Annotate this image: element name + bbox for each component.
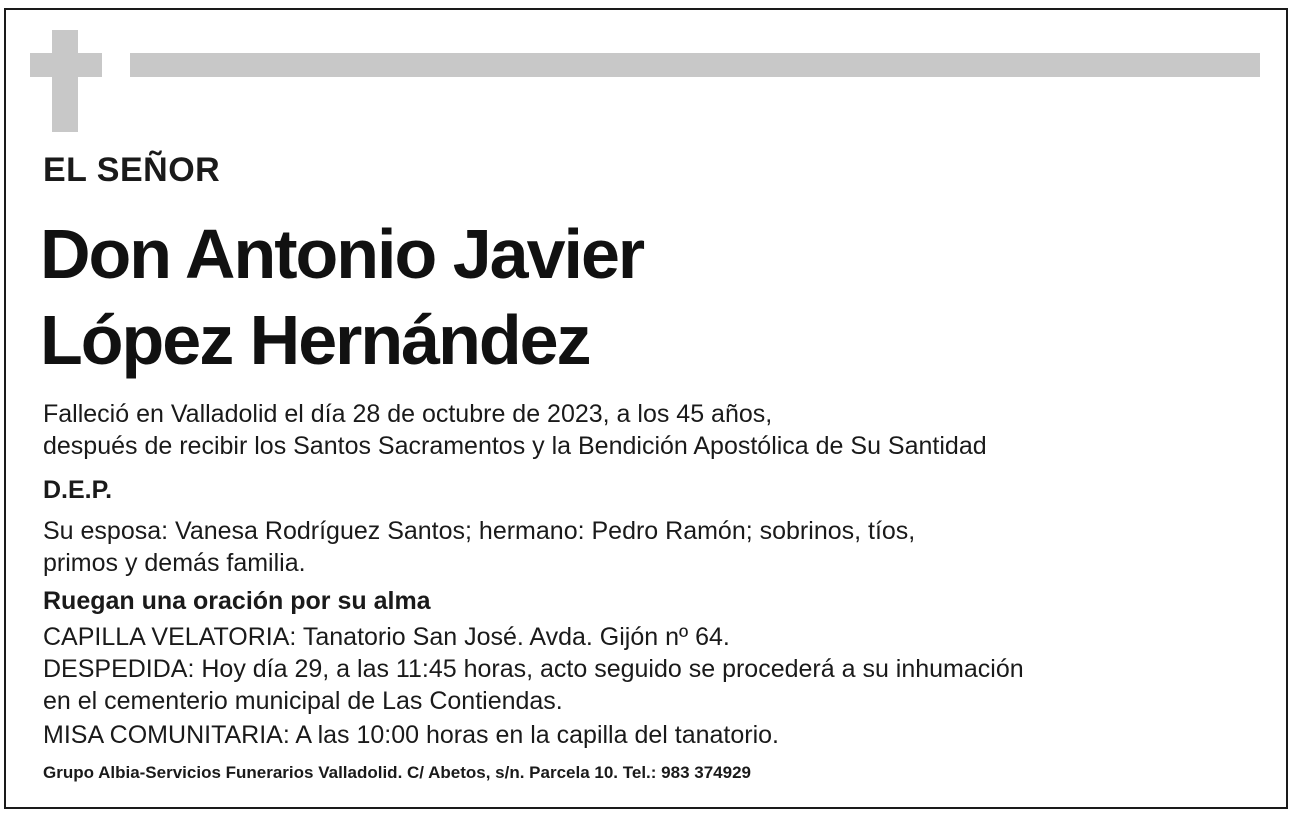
family-line1: Su esposa: Vanesa Rodríguez Santos; hermano: Pedro Ramón; sobrinos, tíos, [43, 517, 916, 545]
funeral-home-footer: Grupo Albia-Servicios Funerarios Valladolid. C/ Abetos, s/n. Parcela 10. Tel.: 983 374929 [43, 763, 751, 782]
cross-icon-bar [30, 53, 102, 77]
death-details-line1: Falleció en Valladolid el día 28 de octubre de 2023, a los 45 años, [43, 400, 773, 428]
dep-label: D.E.P. [43, 476, 113, 504]
despedida-line1: DESPEDIDA: Hoy día 29, a las 11:45 horas, acto seguido se procederá a su inhumación [43, 655, 1024, 683]
family-line2: primos y demás familia. [43, 549, 306, 577]
deceased-name-line1: Don Antonio Javier [40, 215, 644, 293]
despedida-line2: en el cementerio municipal de Las Contiendas. [43, 687, 563, 715]
misa-comunitaria: MISA COMUNITARIA: A las 10:00 horas en la capilla del tanatorio. [43, 721, 779, 749]
death-details-line2: después de recibir los Santos Sacramentos y la Bendición Apostólica de Su Santidad [43, 432, 987, 460]
cross-icon [52, 30, 78, 132]
honorific: EL SEÑOR [43, 151, 221, 189]
deceased-name-line2: López Hernández [40, 301, 590, 379]
prayer-request: Ruegan una oración por su alma [43, 587, 431, 615]
capilla-velatoria: CAPILLA VELATORIA: Tanatorio San José. Avda. Gijón nº 64. [43, 623, 730, 651]
header-rule [130, 53, 1260, 77]
